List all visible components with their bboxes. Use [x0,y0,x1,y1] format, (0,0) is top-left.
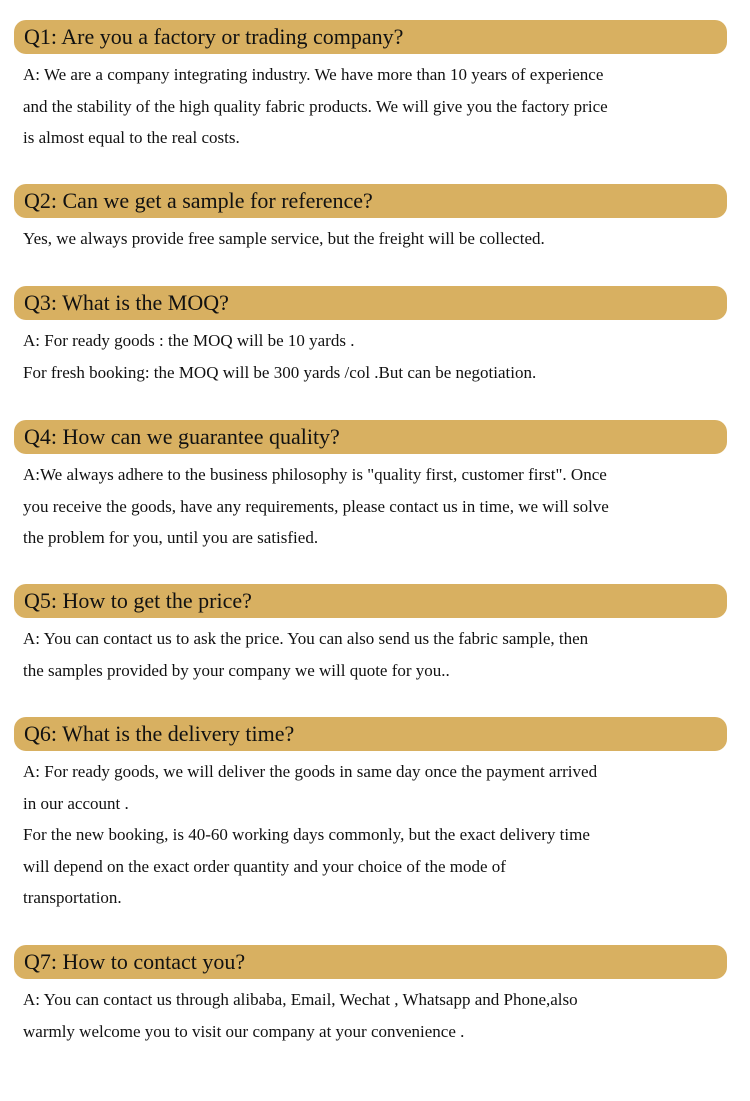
faq-item-q7 [14,945,727,1047]
answer-line: the problem for you, until you are satisfied. [23,528,319,547]
answer-q5 [14,623,727,686]
answer-line: A: You can contact us through alibaba, Email, Wechat , Whatsapp and Phone,also [23,990,578,1009]
question-bar-q3: Q3: What is the MOQ? [14,286,727,320]
answer-line: For fresh booking: the MOQ will be 300 yards /col .But can be negotiation. [23,362,537,382]
answer-line: and the stability of the high quality fabric products. We will give you the factory price [23,96,608,116]
faq-item-q2 [14,184,727,255]
answer-line: will depend on the exact order quantity and your choice of the mode of [23,856,506,876]
question-bar-q1: Q1: Are you a factory or trading company? [14,20,727,54]
answer-q2 [14,223,727,255]
question-bar-q7: Q7: How to contact you? [14,945,727,979]
faq-item-q4 [14,420,727,554]
answer-line: For the new booking, is 40-60 working days commonly, but the exact delivery time [23,825,590,844]
question-bar-q4: Q4: How can we guarantee quality? [14,420,727,454]
faq-item-q6 [14,717,727,914]
answer-line: in our account . [23,793,129,813]
faq-item-q1 [14,20,727,154]
answer-line: A: For ready goods : the MOQ will be 10 yards . [23,331,355,350]
faq-item-q5 [14,584,727,686]
answer-q1 [14,59,727,154]
answer-line: A:We always adhere to the business philosophy is "quality first, customer first". Once [23,465,607,484]
answer-q3 [14,325,727,388]
answer-line: transportation. [23,888,122,907]
answer-line: the samples provided by your company we will quote for you.. [23,660,450,680]
answer-line: A: For ready goods, we will deliver the goods in same day once the payment arrived [23,762,598,781]
answer-line: warmly welcome you to visit our company at your convenience . [23,1021,465,1041]
answer-line: A: You can contact us to ask the price. You can also send us the fabric sample, then [23,629,589,648]
answer-line: is almost equal to the real costs. [23,128,240,147]
answer-line: A: We are a company integrating industry. We have more than 10 years of experience [23,65,604,84]
question-bar-q5: Q5: How to get the price? [14,584,727,618]
answer-q7 [14,984,727,1047]
faq-item-q3 [14,286,727,388]
answer-q6 [14,756,727,914]
question-bar-q2: Q2: Can we get a sample for reference? [14,184,727,218]
answer-line: Yes, we always provide free sample service, but the freight will be collected. [23,229,545,248]
answer-line: you receive the goods, have any requirements, please contact us in time, we will solve [23,496,609,516]
question-bar-q6: Q6: What is the delivery time? [14,717,727,751]
answer-q4 [14,459,727,554]
